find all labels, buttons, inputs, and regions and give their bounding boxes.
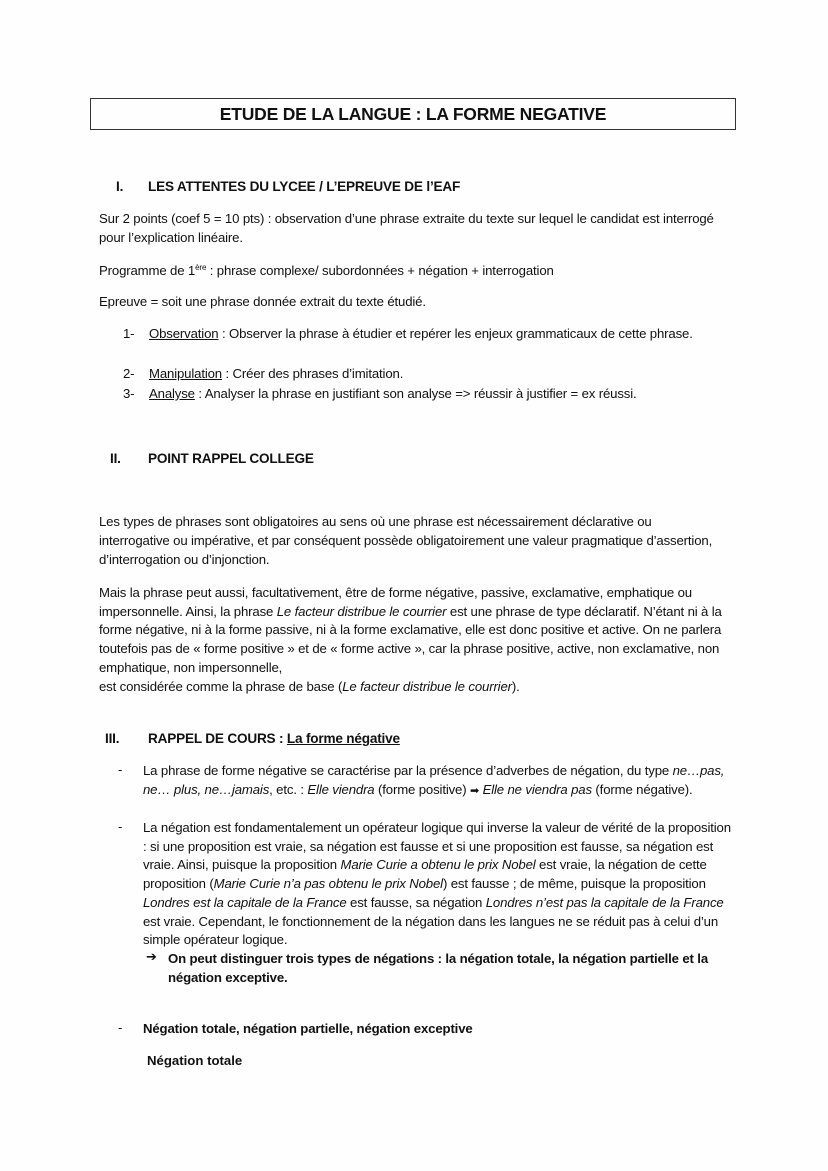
paragraph: Epreuve = soit une phrase donnée extrait du texte étudié. <box>99 294 426 309</box>
section-title: POINT RAPPEL COLLEGE <box>148 451 314 466</box>
text: est vraie, la négation de cette proposition ( <box>143 857 707 892</box>
bullet-text-bold: Négation totale, négation partielle, négation exceptive <box>143 1021 473 1036</box>
superscript: ère <box>195 263 207 272</box>
document-title-box <box>90 98 736 130</box>
bullet: - <box>118 819 123 834</box>
arrow-right-icon: ➔ <box>146 950 157 965</box>
section-title-underlined: La forme négative <box>286 731 400 746</box>
text: ) est fausse ; de même, puisque la proposition <box>442 876 706 892</box>
section-3-heading <box>105 731 705 746</box>
text: est vraie. Cependant, le fonctionnement de la négation dans les langues ne se réduit pas à celui d’un simple opérateur logique. <box>143 913 719 948</box>
arrow-icon: ➡ <box>470 783 480 797</box>
text: La phrase de forme négative se caractérise par la présence d’adverbes de négation, du type <box>143 763 673 778</box>
section-number: III. <box>105 731 120 746</box>
step-term: Manipulation <box>149 366 222 381</box>
example: Elle ne viendra pas <box>479 781 592 797</box>
document-title: ETUDE DE LA LANGUE : LA FORME NEGATIVE <box>219 103 607 124</box>
subheading: Négation totale <box>147 1053 243 1068</box>
paragraph: Les types de phrases sont obligatoires au sens où une phrase est nécessairement déclarative ou interrogative ou impérative, et par conséquent possède obligatoirement une valeur pragmatique d’assertion, d’interrogation ou d’injonction. <box>99 514 713 567</box>
step-text: : Créer des phrases d’imitation. <box>221 366 404 381</box>
bullet: - <box>118 762 123 777</box>
section-title: LES ATTENTES DU LYCEE / L’EPREUVE DE l’EAF <box>148 179 461 194</box>
text: , etc. : <box>269 781 308 797</box>
section-2-heading <box>110 451 710 466</box>
text: : phrase complexe/ subordonnées + négation + interrogation <box>206 263 554 278</box>
bullet-text <box>143 762 733 800</box>
step-text: : Observer la phrase à étudier et repérer les enjeux grammaticaux de cette phrase. <box>218 326 693 341</box>
section-number: I. <box>116 179 124 194</box>
text: Programme de 1 <box>99 263 196 278</box>
step-number: 1- <box>123 326 135 341</box>
text: est une phrase de type déclaratif. N’étant ni à la forme négative, ni à la forme passive, ni à la forme exclamative, elle est donc positive et active. On ne parlera toutefois pas de « forme positive » et de « forme active », car la phrase positive, active, non exclamative, non emphatique, non impersonnelle, <box>99 603 722 675</box>
step-item <box>123 324 703 343</box>
example: ne…pas, ne… plus, ne…jamais <box>143 763 725 797</box>
section-title: RAPPEL DE COURS : <box>148 731 287 746</box>
step-term: Observation <box>149 326 219 341</box>
text: est considérée comme la phrase de base ( <box>99 678 343 694</box>
example-sentence: Le facteur distribue le courrier <box>276 603 447 619</box>
text: Mais la phrase peut aussi, facultativement, être de forme négative, passive, exclamative, emphatique ou impersonnelle. Ainsi, la phrase <box>99 585 692 619</box>
section-1-heading <box>116 179 716 194</box>
text: (forme positive) <box>374 781 470 797</box>
step-item <box>123 364 723 383</box>
example: Marie Curie n’a pas obtenu le prix Nobel <box>213 876 443 892</box>
text: (forme négative). <box>591 781 693 797</box>
text: La négation est fondamentalement un opérateur logique qui inverse la valeur de vérité de la proposition : si une proposition est vraie, sa négation est fausse et si une proposition est fausse, sa négation est vraie. Ainsi, puisque la proposition <box>143 820 731 873</box>
step-number: 2- <box>123 366 135 381</box>
paragraph-programme <box>99 261 729 280</box>
paragraph: Sur 2 points (coef 5 = 10 pts) : observation d’une phrase extraite du texte sur lequel le candidat est interrogé pour l’explication linéaire. <box>99 211 714 245</box>
paragraph <box>99 584 739 696</box>
step-text: : Analyser la phrase en justifiant son analyse => réussir à justifier = ex réussi. <box>194 386 637 401</box>
text: ). <box>511 678 520 694</box>
step-number: 3- <box>123 386 135 401</box>
step-item <box>123 384 723 403</box>
conclusion-text: On peut distinguer trois types de négations : la négation totale, la négation partielle et la négation exceptive. <box>168 951 709 985</box>
example-sentence: Le facteur distribue le courrier <box>342 678 512 694</box>
step-term: Analyse <box>149 386 195 401</box>
example: Marie Curie a obtenu le prix Nobel <box>340 857 536 873</box>
bullet: - <box>118 1020 123 1035</box>
example: Elle viendra <box>307 781 375 797</box>
text: est fausse, sa négation <box>346 894 486 910</box>
bullet-text <box>143 819 733 950</box>
example: Londres est la capitale de la France <box>143 894 347 910</box>
example: Londres n’est pas la capitale de la France <box>485 894 724 910</box>
section-number: II. <box>110 451 121 466</box>
